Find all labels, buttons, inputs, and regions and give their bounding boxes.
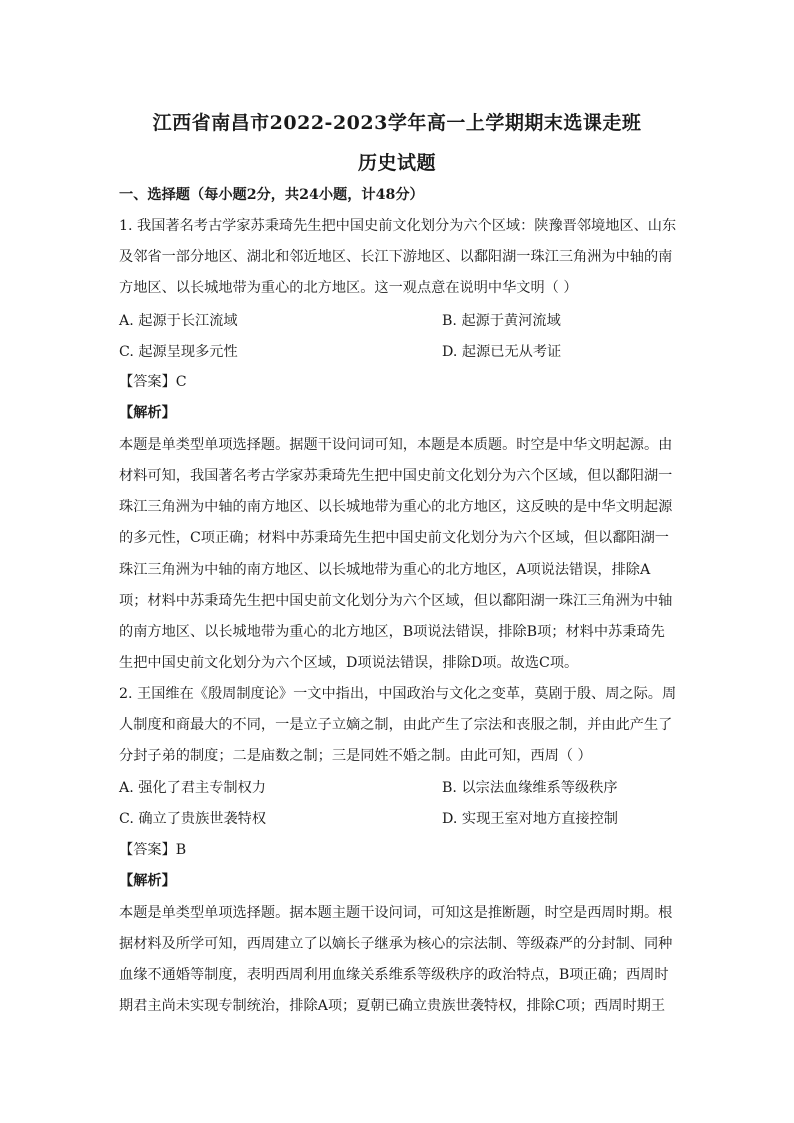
- q2-option-d: D. 实现王室对地方直接控制: [442, 811, 618, 827]
- section-heading: 一、选择题（每小题2分，共24小题，计48分）: [119, 187, 424, 203]
- q1-analysis-line: 生把中国史前文化划分为六个区域，D项说法错误，排除D项。故选C项。: [119, 655, 579, 671]
- q2-stem-line: 分封子弟的制度；二是庙数之制；三是同姓不婚之制。由此可知，西周（ ）: [119, 748, 592, 764]
- q2-stem-line: 2. 王国维在《殷周制度论》一文中指出，中国政治与文化之变革，莫剧于殷、周之际。周: [119, 686, 677, 702]
- q1-analysis-line: 项；材料中苏秉琦先生把中国史前文化划分为六个区域，但以鄱阳湖一珠江三角洲为中轴: [119, 593, 673, 609]
- q2-option-a: A. 强化了君主专制权力: [119, 780, 266, 796]
- q2-option-c: C. 确立了贵族世袭特权: [119, 811, 267, 827]
- q1-analysis-line: 的多元性，C项正确；材料中苏秉琦先生把中国史前文化划分为六个区域，但以鄱阳湖一: [119, 530, 669, 546]
- q1-option-c: C. 起源呈现多元性: [119, 344, 238, 360]
- q1-analysis-label: 【解析】: [119, 405, 176, 421]
- q1-analysis-line: 珠江三角洲为中轴的南方地区、以长城地带为重心的北方地区，这反映的是中华文明起源: [119, 499, 673, 515]
- q1-option-a: A. 起源于长江流域: [119, 313, 238, 329]
- q1-stem-line: 1. 我国著名考古学家苏秉琦先生把中国史前文化划分为六个区域：陕豫晋邻境地区、山东: [119, 218, 677, 234]
- q2-option-b: B. 以宗法血缘维系等级秩序: [442, 780, 618, 796]
- q1-analysis-line: 珠江三角洲为中轴的南方地区、以长城地带为重心的北方地区，A项说法错误，排除A: [119, 562, 651, 578]
- q1-analysis-line: 的南方地区、以长城地带为重心的北方地区，B项说法错误，排除B项；材料中苏秉琦先: [119, 624, 665, 640]
- q1-analysis-line: 材料可知，我国著名考古学家苏秉琦先生把中国史前文化划分为六个区域，但以鄱阳湖一: [119, 468, 673, 484]
- q1-analysis-line: 本题是单类型单项选择题。据题干设问词可知，本题是本质题。时空是中华文明起源。由: [119, 437, 673, 453]
- q2-analysis-label: 【解析】: [119, 873, 176, 889]
- q2-analysis-line: 本题是单类型单项选择题。据本题主题干设问词，可知这是推断题，时空是西周时期。根: [119, 905, 673, 921]
- q1-stem-line: 及邻省一部分地区、湖北和邻近地区、长江下游地区、以鄱阳湖一珠江三角洲为中轴的南: [119, 249, 673, 265]
- q1-option-b: B. 起源于黄河流域: [442, 313, 561, 329]
- q2-stem-line: 人制度和商最大的不同，一是立子立嫡之制，由此产生了宗法和丧服之制，并由此产生了: [119, 717, 673, 733]
- document-title: 江西省南昌市2022-2023学年高一上学期期末选课走班: [152, 112, 642, 134]
- q2-analysis-line: 血缘不通婚等制度，表明西周利用血缘关系维系等级秩序的政治特点，B项正确；西周时: [119, 967, 669, 983]
- q1-stem-line: 方地区、以长城地带为重心的北方地区。这一观点意在说明中华文明（ ）: [119, 280, 578, 296]
- document-subtitle: 历史试题: [357, 152, 436, 174]
- q2-answer: 【答案】B: [119, 842, 187, 858]
- q1-answer: 【答案】C: [119, 374, 187, 390]
- q2-analysis-line: 期君主尚未实现专制统治，排除A项；夏朝已确立贵族世袭特权，排除C项；西周时期王: [119, 998, 666, 1014]
- q1-option-d: D. 起源已无从考证: [442, 344, 562, 360]
- q2-analysis-line: 据材料及所学可知，西周建立了以嫡长子继承为核心的宗法制、等级森严的分封制、同种: [119, 936, 673, 952]
